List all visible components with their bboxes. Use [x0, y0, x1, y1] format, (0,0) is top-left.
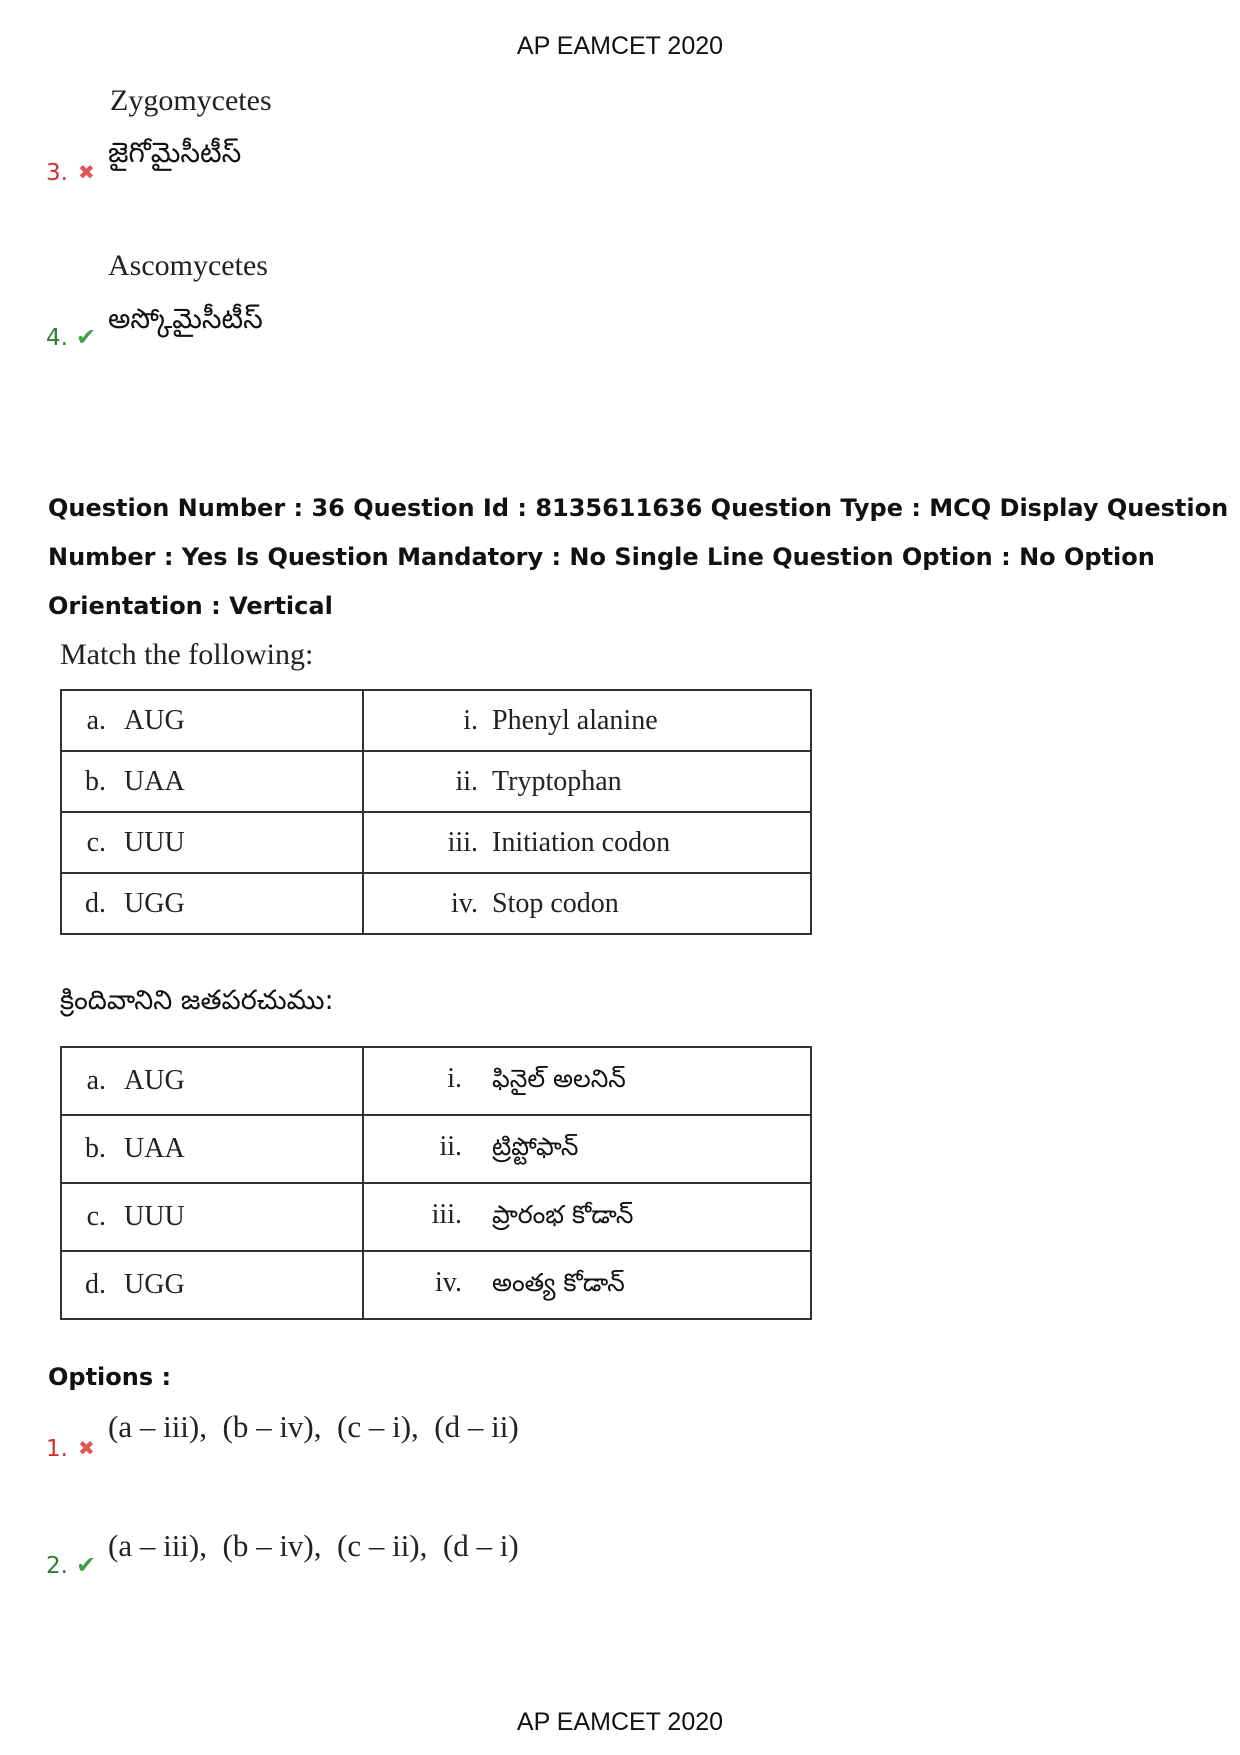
row-label: iv.: [451, 887, 478, 919]
row-label: i.: [447, 1062, 462, 1094]
option-3-number: 3.: [46, 160, 68, 186]
table-cell: [363, 751, 811, 812]
table-cell: [61, 873, 363, 934]
table-cell: [61, 751, 363, 812]
question-meta-line-1: Question Number : 36 Question Id : 8135611636 Question Type : MCQ Display Question: [48, 494, 1229, 522]
row-label: d.: [85, 887, 106, 919]
table-cell: [363, 812, 811, 873]
table-cell: [61, 1251, 363, 1319]
row-label: a.: [86, 704, 106, 736]
table-row: [61, 1183, 811, 1251]
match-table-english: [60, 689, 812, 935]
table-cell: [61, 690, 363, 751]
correct-mark-icon: ✔: [76, 1551, 97, 1579]
table-cell: [363, 690, 811, 751]
table-row: [61, 751, 811, 812]
correct-mark-icon: ✔: [76, 323, 97, 351]
match-value: Phenyl alanine: [492, 704, 658, 736]
option-3-english: Zygomycetes: [110, 84, 272, 117]
wrong-mark-icon: ✖: [78, 160, 95, 184]
table-row: [61, 873, 811, 934]
table-cell: [363, 1047, 811, 1115]
table-row: [61, 1251, 811, 1319]
row-label: ii.: [455, 765, 478, 797]
codon: UGG: [124, 1269, 185, 1300]
match-value: Initiation codon: [492, 826, 671, 858]
match-table-telugu: [60, 1046, 812, 1320]
instruction-english: Match the following:: [60, 638, 314, 671]
table-cell: [363, 873, 811, 934]
codon: UAA: [124, 765, 185, 797]
page-header: AP EAMCET 2020: [516, 32, 724, 60]
match-value: Tryptophan: [492, 765, 622, 797]
codon: UAA: [124, 1133, 185, 1164]
table-row: [61, 812, 811, 873]
codon: AUG: [124, 704, 185, 736]
row-label: i.: [463, 704, 478, 736]
option-2-text: (a – iii), (b – iv), (c – ii), (d – i): [108, 1528, 519, 1563]
options-heading: Options :: [48, 1363, 172, 1391]
row-label: ii.: [439, 1130, 462, 1162]
row-label: iii.: [447, 826, 478, 858]
table-cell: [61, 812, 363, 873]
codon: UUU: [124, 826, 185, 858]
row-label: c.: [86, 1201, 106, 1232]
match-value: ఫినైల్ అలనిన్: [492, 1063, 626, 1093]
option-1-text: (a – iii), (b – iv), (c – i), (d – ii): [108, 1409, 519, 1444]
table-row: [61, 1115, 811, 1183]
table-cell: [363, 1251, 811, 1319]
codon: AUG: [124, 1065, 185, 1096]
page-footer: AP EAMCET 2020: [516, 1708, 724, 1736]
table-cell: [61, 1183, 363, 1251]
option-3-telugu: జైగోమైసీటీస్: [108, 136, 242, 169]
option-4-telugu: అస్కోమైసీటీస్: [108, 302, 263, 335]
wrong-mark-icon: ✖: [78, 1436, 95, 1460]
row-label: d.: [85, 1269, 106, 1300]
table-cell: [61, 1047, 363, 1115]
table-cell: [363, 1115, 811, 1183]
row-label: iv.: [435, 1266, 462, 1298]
table-row: [61, 690, 811, 751]
option-4-number: 4.: [46, 325, 68, 351]
row-label: iii.: [431, 1198, 462, 1230]
question-meta-line-3: Orientation : Vertical: [48, 592, 333, 620]
question-meta-line-2: Number : Yes Is Question Mandatory : No Single Line Question Option : No Option: [48, 543, 1155, 571]
match-value: Stop codon: [492, 887, 619, 919]
match-value: అంత్య కోడాన్: [492, 1267, 625, 1297]
instruction-telugu: క్రిందివానిని జతపరచుము:: [60, 985, 334, 1016]
table-cell: [61, 1115, 363, 1183]
table-row: [61, 1047, 811, 1115]
codon: UGG: [124, 887, 185, 919]
option-1-number: 1.: [46, 1436, 68, 1462]
match-value: ట్రిప్టోఫాన్: [492, 1131, 579, 1161]
row-label: b.: [85, 1133, 106, 1164]
row-label: c.: [86, 826, 106, 858]
match-value: ప్రారంభ కోడాన్: [492, 1199, 634, 1229]
option-2-number: 2.: [46, 1553, 68, 1579]
row-label: b.: [85, 765, 106, 797]
row-label: a.: [86, 1065, 106, 1096]
table-cell: [363, 1183, 811, 1251]
codon: UUU: [124, 1201, 185, 1232]
option-4-english: Ascomycetes: [108, 249, 268, 282]
